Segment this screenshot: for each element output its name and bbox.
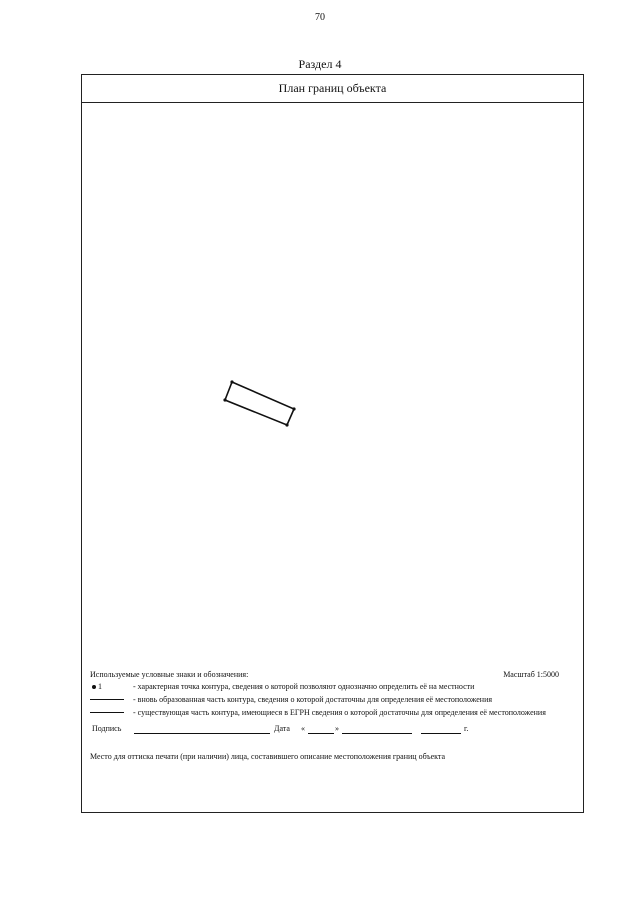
page-number: 70 <box>315 12 325 23</box>
contour-point <box>285 423 288 426</box>
solid-line-icon <box>90 699 124 700</box>
legend-item-new-line <box>90 695 575 705</box>
close-quote: » <box>335 724 339 733</box>
contour-point <box>230 380 233 383</box>
scale-label: Масштаб 1:5000 <box>503 670 559 679</box>
legend-item-existing-line <box>90 708 575 718</box>
legend-title: Используемые условные знаки и обозначения: <box>90 670 249 679</box>
section-title: Раздел 4 <box>298 57 342 71</box>
legend <box>90 670 575 762</box>
signature-label: Подпись <box>92 724 122 733</box>
year-suffix: г. <box>464 724 469 733</box>
plan-drawing-area <box>82 102 583 667</box>
signature-row <box>90 724 575 738</box>
frame-title: План границ объекта <box>82 75 583 103</box>
thin-line-icon <box>90 712 124 713</box>
signature-field[interactable] <box>134 724 270 734</box>
legend-item-text: - вновь образованная часть контура, сведения о которой достаточны для определения её местоположения <box>133 695 493 704</box>
date-month-field[interactable] <box>342 724 412 734</box>
open-quote: « <box>301 724 305 733</box>
contour-point <box>292 407 295 410</box>
date-day-field[interactable] <box>308 724 334 734</box>
point-marker-label: 1 <box>98 682 102 691</box>
plan-drawing <box>82 102 583 667</box>
legend-item-text: - характерная точка контура, сведения о которой позволяют однозначно определить её на местности <box>133 682 475 691</box>
legend-item-text: - существующая часть контура, имеющиеся в ЕГРН сведения о которой достаточны для определения её местоположения <box>133 708 546 717</box>
legend-item-point <box>90 682 575 692</box>
plan-frame <box>81 74 584 813</box>
point-marker-icon <box>92 682 126 692</box>
contour-point <box>223 398 226 401</box>
date-year-field[interactable] <box>421 724 461 734</box>
stamp-note: Место для оттиска печати (при наличии) лица, составившего описание местоположения границ объекта <box>90 752 446 761</box>
date-label: Дата <box>274 724 290 733</box>
object-boundary-contour <box>225 382 294 425</box>
